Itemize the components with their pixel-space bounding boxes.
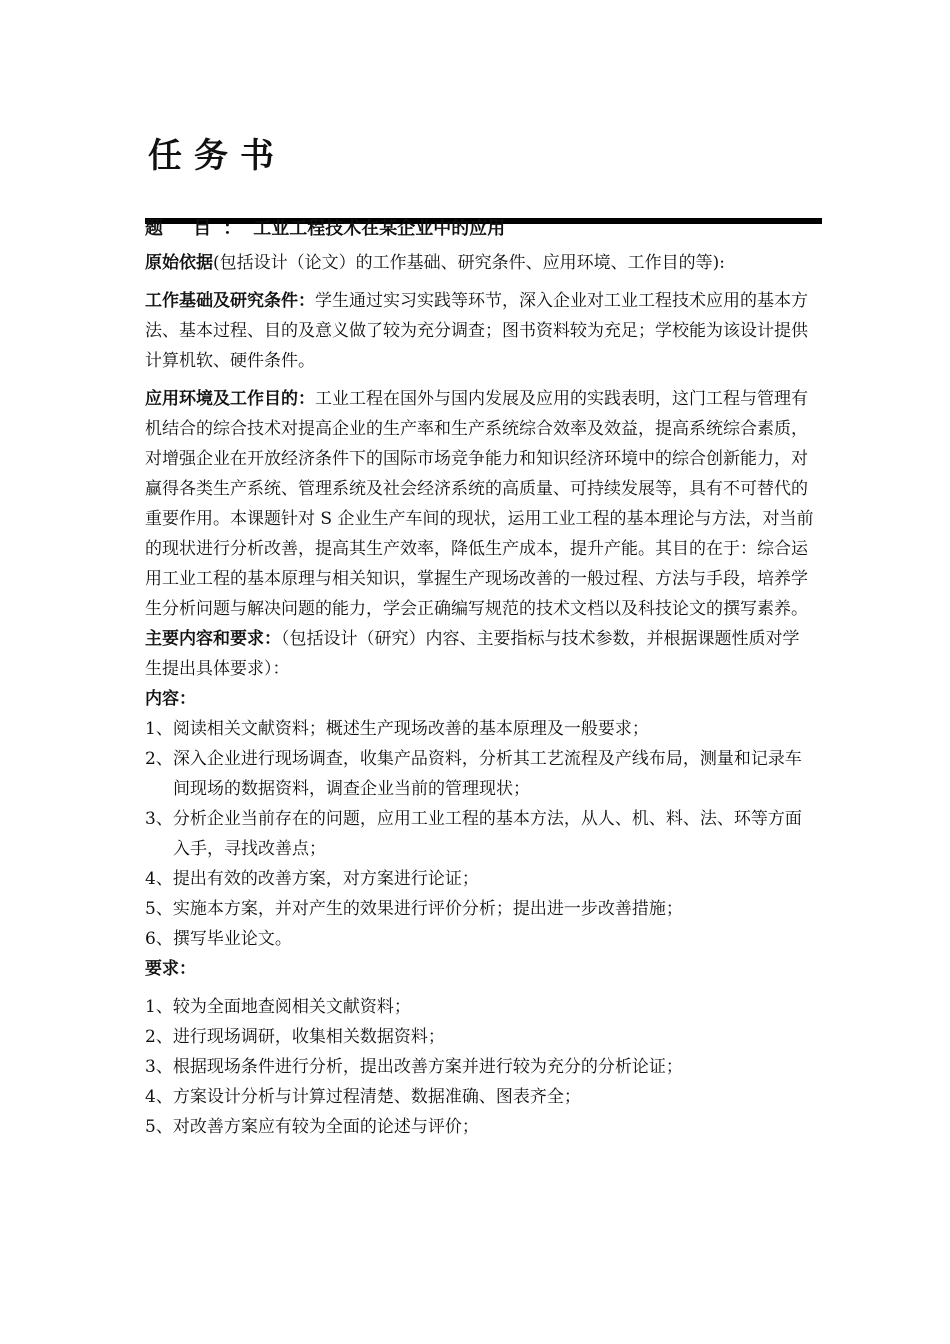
requirements-heading: 要求：	[145, 959, 196, 979]
requirement-item: 1、较为全面地查阅相关文献资料；	[145, 997, 411, 1017]
env-goal-label: 应用环境及工作目的：	[145, 389, 315, 409]
basis-text: (包括设计（论文）的工作基础、研究条件、应用环境、工作目的等):	[213, 253, 725, 273]
content-heading: 内容：	[145, 689, 196, 709]
basis-paragraph	[145, 248, 815, 278]
requirement-item: 5、对改善方案应有较为全面的论述与评价；	[145, 1117, 479, 1137]
content-item: 5、实施本方案，并对产生的效果进行评价分析；提出进一步改善措施；	[145, 899, 683, 919]
main-text: （包括设计（研究）内容、主要指标与技术参数，并根据课题性质对学生提出具体要求）：	[145, 629, 800, 679]
work-basis-label: 工作基础及研究条件：	[145, 291, 315, 311]
content-item: 3、分析企业当前存在的问题，应用工业工程的基本方法，从人、机、料、法、环等方面入手，寻找改善点；	[145, 809, 802, 859]
content-item: 6、撰写毕业论文。	[145, 929, 292, 949]
main-label: 主要内容和要求：	[145, 629, 281, 649]
requirement-item: 3、根据现场条件进行分析，提出改善方案并进行较为充分的分析论证；	[145, 1057, 683, 1077]
requirement-item: 4、方案设计分析与计算过程清楚、数据准确、图表齐全；	[145, 1087, 581, 1107]
content-item: 4、提出有效的改善方案，对方案进行论证；	[145, 869, 479, 889]
subject-label: 题 目：	[145, 219, 254, 239]
env-goal-text: 工业工程在国外与国内发展及应用的实践表明，这门工程与管理有机结合的综合技术对提高企业的生产率和生产系统综合效率及效益，提高系统综合素质，对增强企业在开放经济条件下的国际市场竞争能力和知识经济环境中的综合创新能力，对赢得各类生产系统、管理系统及社会经济系统的高质量、可持续发展等，具有不可替代的重要作用。本课题针对 S 企业生产车间的现状，运用工业工程的基本理论与方法，对当前的现状进行分析改善，提高其生产效率，降低生产成本，提升产能。其目的在于：综合运用工业工程的基本原理与相关知识，掌握生产现场改善的一般过程、方法与手段，培养学生分析问题与解决问题的能力，学会正确编写规范的技术文档以及科技论文的撰写素养。	[145, 389, 814, 619]
subject-value: 工业工程技术在某企业中的应用	[253, 219, 506, 239]
subject-line	[145, 219, 505, 239]
content-item: 2、深入企业进行现场调查，收集产品资料，分析其工艺流程及产线布局，测量和记录车间现场的数据资料，调查企业当前的管理现状；	[145, 749, 802, 799]
document-body	[145, 248, 815, 1142]
page-title: 任务书	[148, 136, 286, 176]
requirement-item: 2、进行现场调研，收集相关数据资料；	[145, 1027, 445, 1047]
content-item: 1、阅读相关文献资料；概述生产现场改善的基本原理及一般要求；	[145, 719, 649, 739]
main-paragraph	[145, 624, 815, 684]
basis-label: 原始依据	[145, 253, 213, 273]
work-basis-paragraph	[145, 286, 815, 376]
env-goal-paragraph	[145, 384, 815, 624]
work-basis-text: 学生通过实习实践等环节，深入企业对工业工程技术应用的基本方法、基本过程、目的及意义做了较为充分调查；图书资料较为充足；学校能为该设计提供计算机软、硬件条件。	[145, 291, 808, 371]
